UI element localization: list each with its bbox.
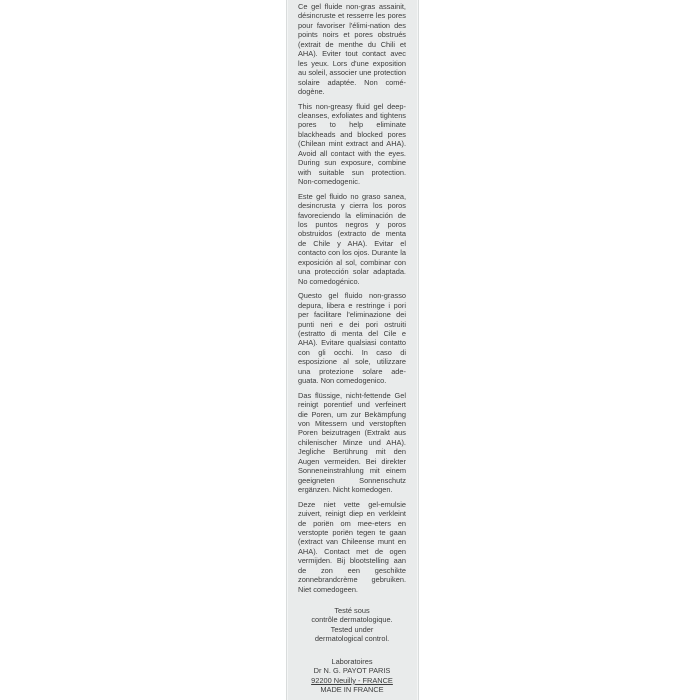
made-in-label: MADE IN FRANCE [320,685,384,695]
paragraph-english: This non-greasy fluid gel deep-cleanses, exfoliates and tightens pores to help eliminate blackheads and blocked pores (Chilean mint extract and AHA). Avoid all contact with the eyes. During sun exposure, combine with suitable sun protection. Non-comedogenic. [298,101,406,187]
paragraph-dutch: Deze niet vette gel-emulsie zuivert, reinigt diep en verkleint de poriën om mee-eters en verstopte poriën tegen te gaan (extract van Chileense munt en AHA). Contact met de ogen vermijden. Bij blootstelling aan de zon een geschikte zonnebrandcrème gebruiken. Niet comedogeen. [298,499,406,594]
instructions-text-column [298,2,406,599]
tested-en-line-2: dermatological control. [314,634,390,644]
lab-name: Laboratoires [331,656,373,666]
lab-address: 92200 Neuilly - FRANCE [311,675,393,685]
paragraph-french: Ce gel fluide non-gras assainit, désincruste et resserre les pores pour favoriser l'élimi-nation des points noirs et pores obstrués (extrait de menthe du Chili et AHA). Eviter tout contact avec les yeux. Lors d'une exposition au soleil, associer une protection solaire adaptée. Non comé-dogène. [298,2,406,97]
tested-fr-line-2: contrôle dermatologique. [311,615,393,625]
paragraph-italian: Questo gel fluido non-grasso depura, libera e restringe i pori per facilitare l'eliminazione dei punti neri e dei pori ostruiti (estratto di menta del Cile e AHA). Evitare qualsiasi contatto con gli occhi. In caso di esposizione al sole, utilizzare una protezione solare ade-guata. Non comedogenico. [298,291,406,386]
lab-company: Dr N. G. PAYOT PARIS [313,666,391,676]
tested-fr-line-1: Testé sous [334,606,370,615]
tested-en-line-1: Tested under [330,624,374,634]
paragraph-spanish: Este gel fluido no graso sanea, desincrusta y cierra los poros favoreciendo la eliminación de los puntos negros y poros obstruidos (extracto de menta de Chile y AHA). Evitar el contacto con los ojos. Durante la exposición al sol, combinar con una protección solar adaptada. No comedogénico. [298,191,406,286]
footer-spacer [298,644,406,657]
footer-block [298,606,406,695]
paragraph-german: Das flüssige, nicht-fettende Gel reinigt porentief und verfeinert die Poren, um zur Bekämpfung von Mitessern und verstopften Poren beizutragen (Extrakt aus chilenischer Minze und AHA). Jegliche Berührung mit den Augen vermeiden. Bei direkter Sonneneinstrahlung mit einem geeigneten Sonnenschutz ergänzen. Nicht komedogen. [298,390,406,495]
